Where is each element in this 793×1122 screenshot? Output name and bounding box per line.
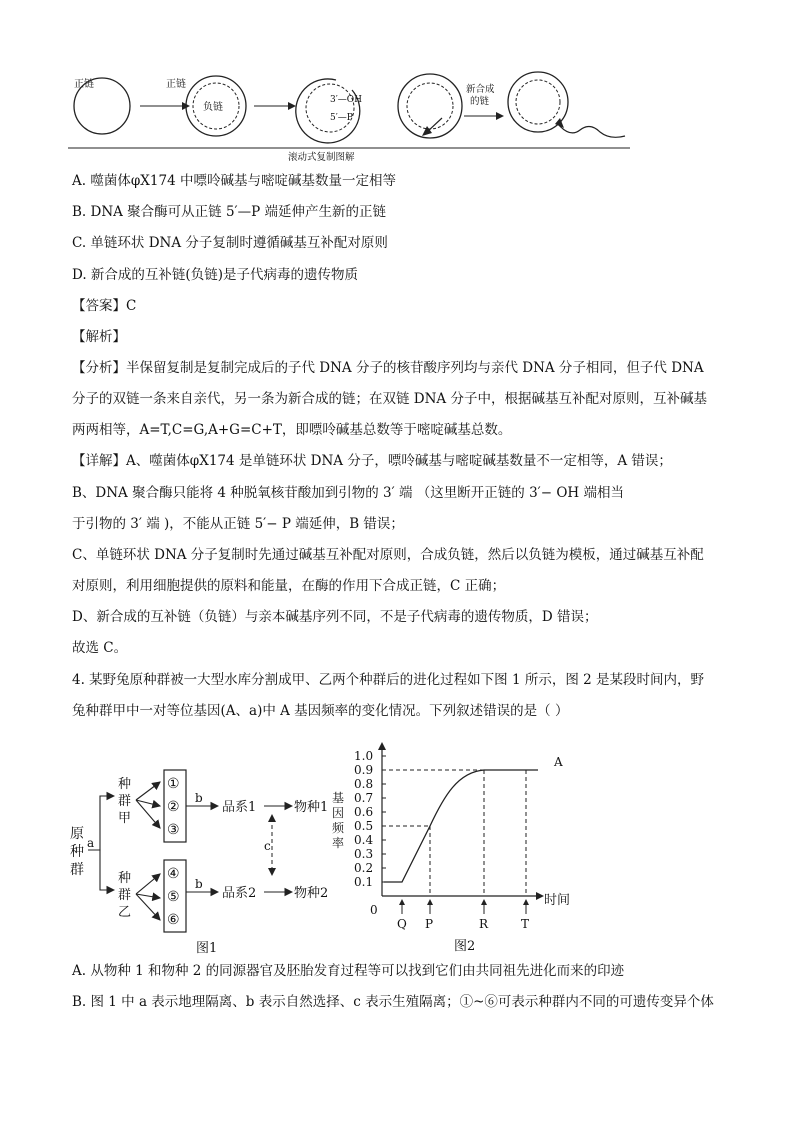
chart-curve-label: A — [554, 755, 563, 769]
figure-2-caption: 图2 — [454, 939, 476, 954]
yuan-char-1: 原 — [70, 826, 84, 842]
chart-ylabel-char: 频 — [332, 821, 345, 835]
label-b-2: b — [195, 877, 203, 891]
species-2: 物种2 — [294, 886, 329, 901]
detail-line-7: 故选 C。 — [72, 640, 128, 656]
label-zheng-1: 正链 — [74, 79, 94, 90]
jia-char-2: 群 — [118, 794, 132, 809]
chart-series-line — [384, 770, 538, 882]
analysis-line-3: 两两相等，A=T,C=G,A+G=C+T，即嘌呤碱基总数等于嘧啶碱基总数。 — [72, 422, 512, 438]
jia-char-1: 种 — [118, 777, 132, 792]
yi-char-1: 种 — [118, 871, 132, 886]
q4-stem-line-1: 4. 某野兔原种群被一大型水库分割成甲、乙两个种群后的进化过程如下图 1 所示，图 2 是某段时间内，野 — [72, 672, 705, 688]
circle-positive-strand — [74, 78, 130, 134]
strain-1: 品系1 — [222, 800, 257, 815]
detail-line-3: 于引物的 3′ 端 )，不能从正链 5′− P 端延伸，B 错误； — [72, 516, 404, 532]
chart-x-marker-Q: Q — [397, 917, 407, 931]
q4-stem-line-2: 兔种群甲中一对等位基因(A、a)中 A 基因频率的变化情况。下列叙述错误的是（ ） — [72, 703, 569, 719]
chart-x-marker-R: R — [479, 917, 489, 931]
box1-item-3: ③ — [167, 822, 180, 838]
chart-y-tick-label: 1.0 — [354, 749, 374, 763]
detail-line-2: B、DNA 聚合酶只能将 4 种脱氧核苷酸加到引物的 3′ 端 （这里断开正链的 3′− OH 端相当 — [72, 485, 624, 501]
label-a: a — [87, 836, 95, 850]
yuan-char-3: 群 — [70, 862, 84, 878]
q3-option-d: D. 新合成的互补链(负链)是子代病毒的遗传物质 — [72, 267, 358, 283]
rolling-caption: 滚动式复制图解 — [288, 152, 355, 162]
q4-option-a: A. 从物种 1 和物种 2 的同源器官及胚胎发育过程等可以找到它们由共同祖先进化而来的印迹 — [72, 963, 625, 979]
detail-line-6: D、新合成的互补链（负链）与亲本碱基序列不同，不是子代病毒的遗传物质，D 错误； — [72, 609, 598, 625]
yi-char-3: 乙 — [118, 905, 132, 920]
chart-origin: 0 — [370, 903, 378, 917]
detail-line-4: C、单链环状 DNA 分子复制时先通过碱基互补配对原则，合成负链，然后以负链为模板，通过碱基互补配 — [72, 547, 704, 563]
box2-item-2: ⑤ — [167, 889, 180, 905]
label-new-1: 新合成 — [466, 84, 495, 95]
jia-char-3: 甲 — [118, 811, 132, 826]
q4-option-b: B. 图 1 中 a 表示地理隔离、b 表示自然选择、c 表示生殖隔离；①~⑥可表示种群内不同的可遗传变异个体 — [72, 994, 714, 1010]
analysis-line-1: 【分析】半保留复制是复制完成后的子代 DNA 分子的核苷酸序列均与亲代 DNA 分子相同，但子代 DNA — [72, 360, 704, 376]
q3-option-a: A. 噬菌体φX174 中嘌呤碱基与嘧啶碱基数量一定相等 — [72, 173, 396, 189]
strain-2: 品系2 — [222, 886, 257, 901]
chart-y-tick-label: 0.9 — [354, 763, 374, 777]
label-3oh: 3′—OH — [330, 95, 362, 105]
answer: 【答案】C — [72, 298, 137, 314]
chart-x-marker-T: T — [521, 917, 530, 931]
detail-line-5: 对原则，利用细胞提供的原料和能量，在酶的作用下合成正链，C 正确； — [72, 578, 506, 594]
analysis-line-2: 分子的双链一条来自亲代，另一条为新合成的链；在双链 DNA 分子中，根据碱基互补配对原则，互补碱基 — [72, 391, 707, 407]
label-5p: 5′—P — [330, 113, 353, 123]
analysis-title: 【解析】 — [72, 329, 126, 345]
chart-y-tick-label: 0.1 — [354, 875, 374, 889]
chart-y-tick-label: 0.8 — [354, 777, 374, 791]
chart-y-tick-label: 0.7 — [354, 791, 374, 805]
box1-item-1: ① — [167, 776, 180, 792]
rolling-circle-figure — [60, 62, 640, 162]
chart-ylabel-char: 因 — [332, 806, 345, 820]
label-c: c — [264, 839, 271, 853]
chart-xlabel: 时间 — [544, 893, 571, 908]
chart-y-tick-label: 0.3 — [354, 847, 374, 861]
label-zheng-2: 正链 — [166, 79, 186, 90]
yuan-char-2: 种 — [70, 844, 84, 860]
chart-y-tick-label: 0.5 — [354, 819, 374, 833]
chart-y-tick-label: 0.2 — [354, 861, 374, 875]
chart-y-tick-label: 0.4 — [354, 833, 374, 847]
label-new-2: 的链 — [470, 96, 490, 107]
chart-y-tick-label: 0.6 — [354, 805, 374, 819]
yi-char-2: 群 — [118, 888, 132, 903]
chart-ylabel-char: 基 — [332, 791, 345, 805]
q3-option-c: C. 单链环状 DNA 分子复制时遵循碱基互补配对原则 — [72, 235, 388, 251]
figure-1-caption: 图1 — [196, 941, 218, 956]
box2-item-1: ④ — [167, 866, 180, 882]
label-fu: 负链 — [203, 102, 223, 113]
species-1: 物种1 — [294, 800, 329, 815]
box1-item-2: ② — [167, 799, 180, 815]
figure-2-gene-frequency-chart — [330, 730, 610, 960]
detail-line-1: 【详解】A、噬菌体φX174 是单链环状 DNA 分子，嘌呤碱基与嘧啶碱基数量不一定相等，A 错误； — [72, 453, 672, 469]
label-b-1: b — [195, 791, 203, 805]
box2-item-3: ⑥ — [167, 912, 180, 928]
figure-1-evolution-diagram — [60, 760, 360, 960]
chart-x-marker-P: P — [425, 917, 434, 931]
q3-option-b: B. DNA 聚合酶可从正链 5′—P 端延伸产生新的正链 — [72, 204, 386, 220]
chart-ylabel-char: 率 — [332, 836, 345, 850]
